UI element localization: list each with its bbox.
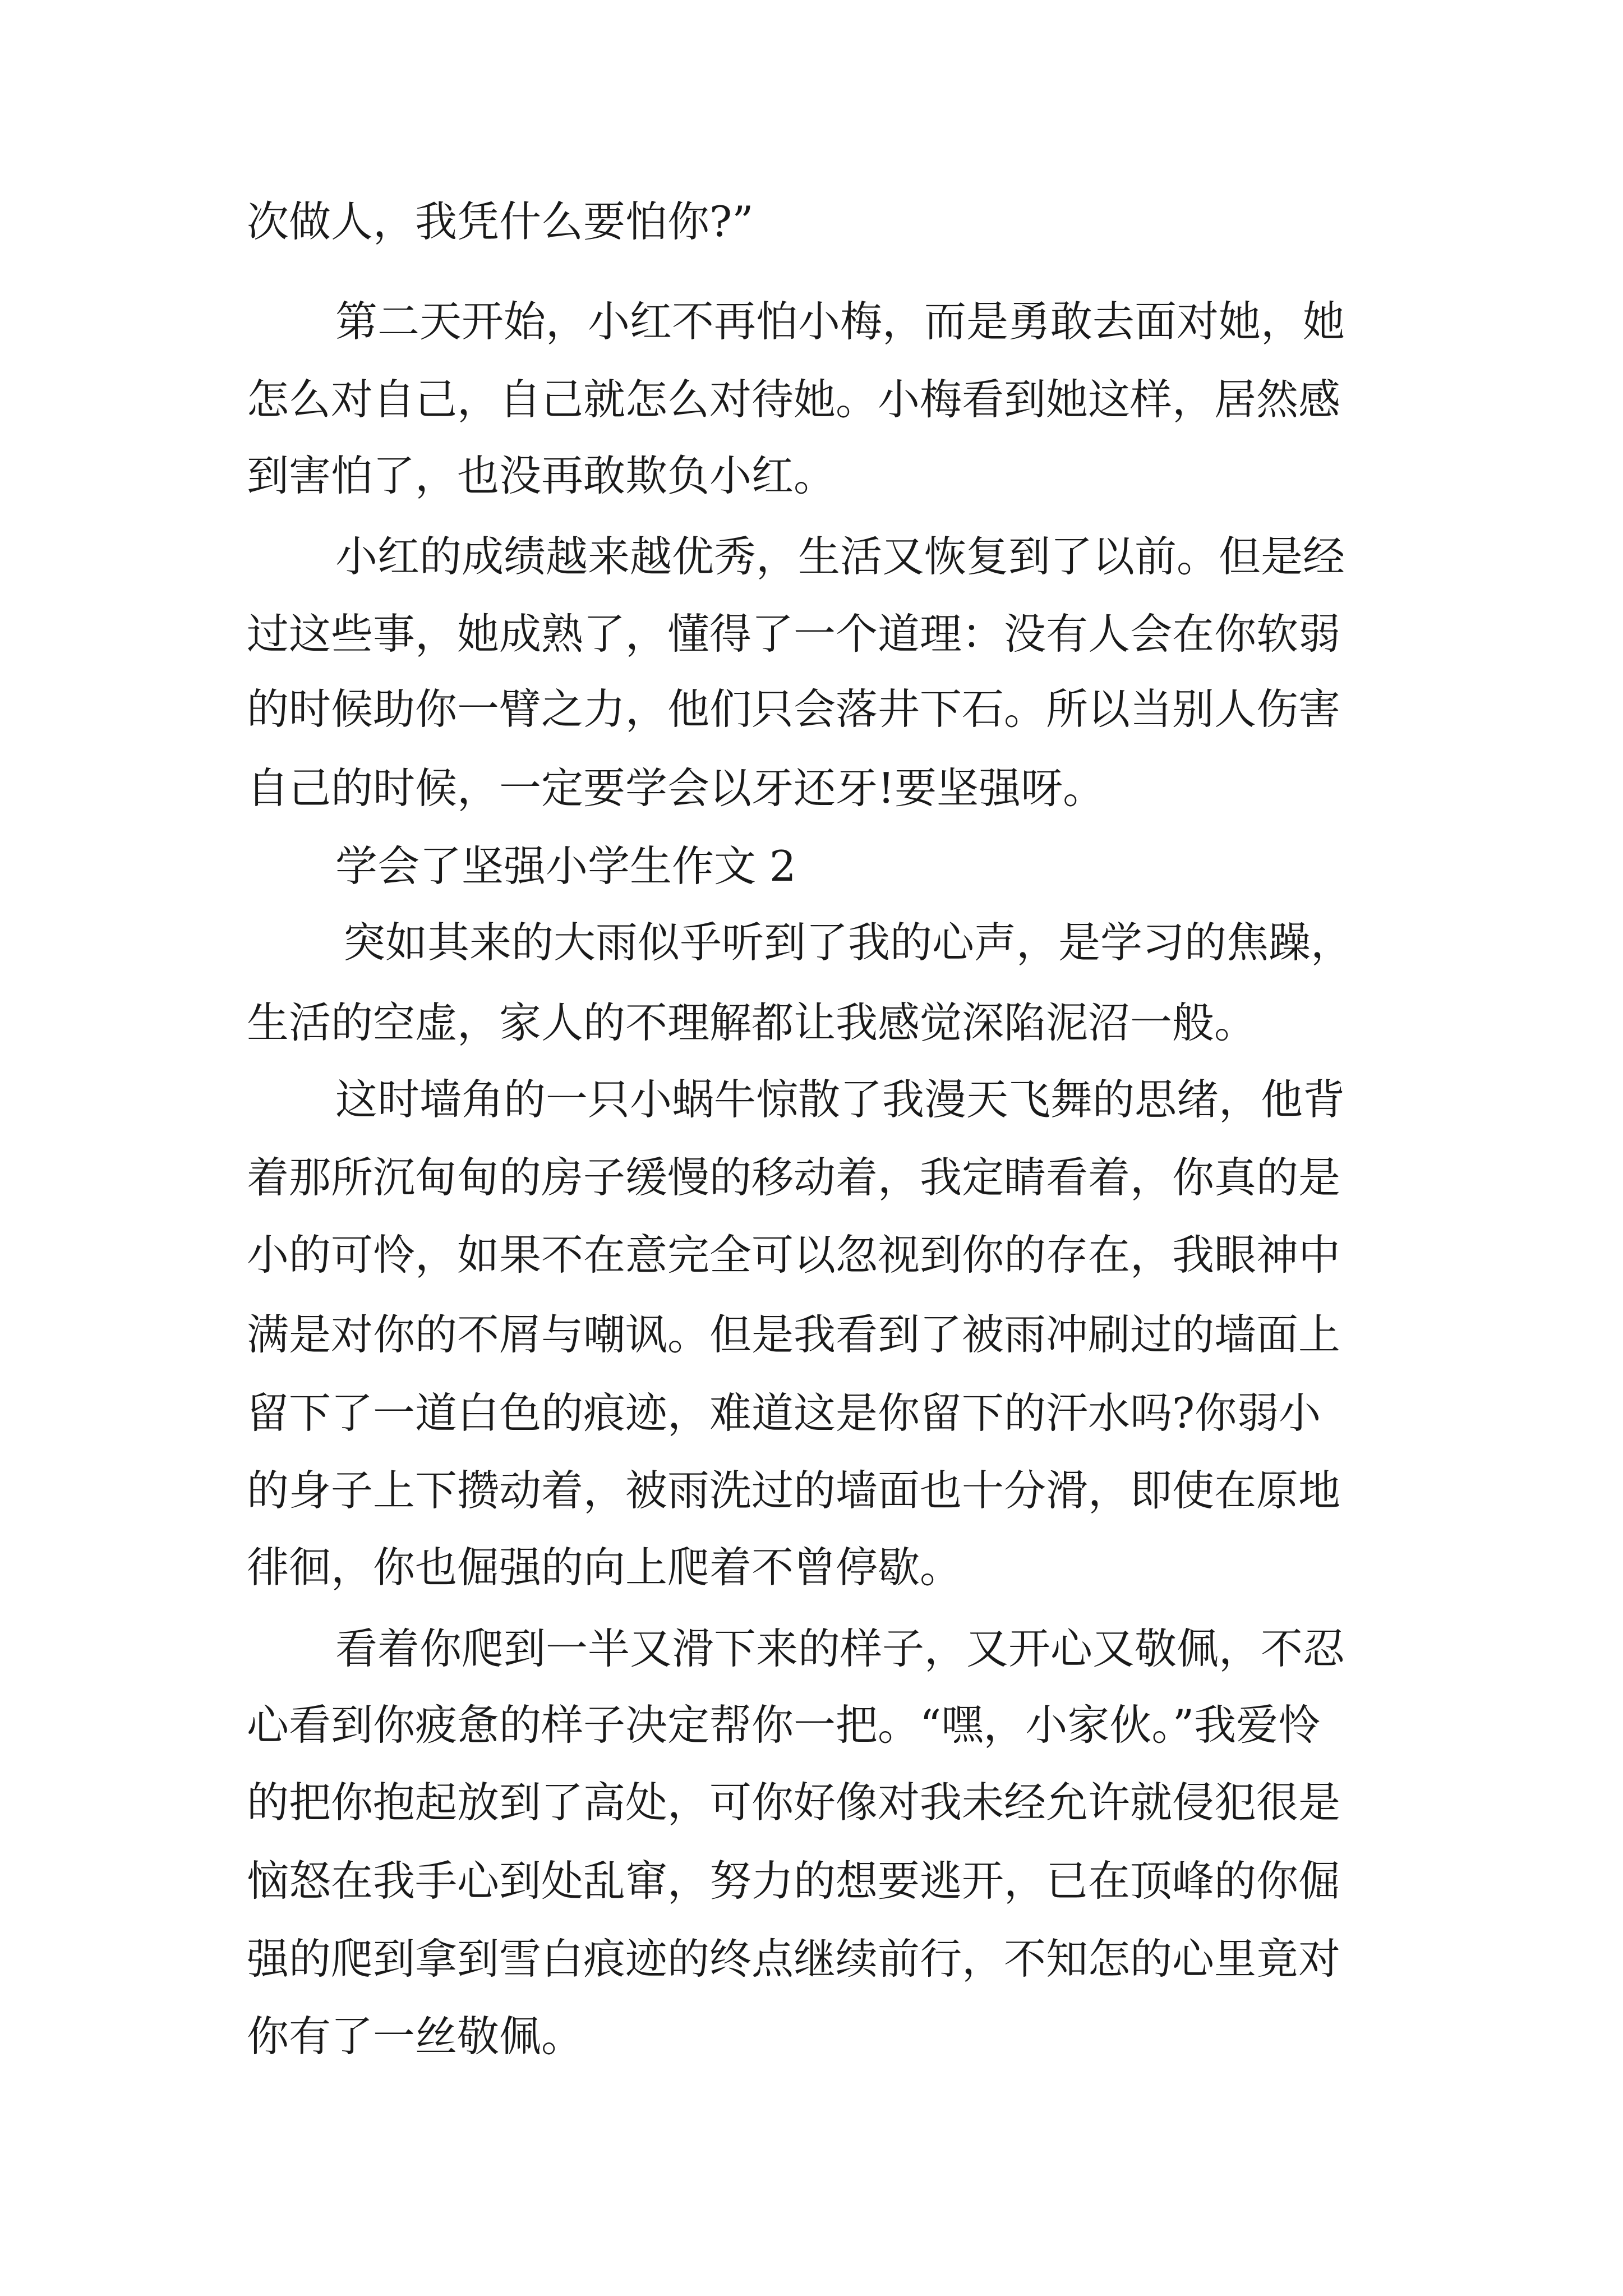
- paragraph-6-line-3: 小的可怜，如果不在意完全可以忽视到你的存在，我眼神中: [247, 1230, 1341, 1280]
- paragraph-5-line-2: 生活的空虚，家人的不理解都让我感觉深陷泥沼一般。: [247, 998, 1257, 1047]
- paragraph-6-line-5: 留下了一道白色的痕迹，难道这是你留下的汗水吗?你弱小: [247, 1388, 1321, 1438]
- paragraph-6-line-7: 徘徊，你也倔强的向上爬着不曾停歇。: [247, 1543, 962, 1592]
- paragraph-1-line-1: 次做人，我凭什么要怕你?”: [247, 197, 754, 246]
- paragraph-7-line-4: 恼怒在我手心到处乱窜，努力的想要逃开，已在顶峰的你倔: [247, 1856, 1341, 1906]
- paragraph-6-line-1: 这时墙角的一只小蜗牛惊散了我漫天飞舞的思绪，他背: [335, 1075, 1345, 1124]
- paragraph-5-line-1: 突如其来的大雨似乎听到了我的心声，是学习的焦躁，: [343, 918, 1353, 967]
- paragraph-3-line-4: 自己的时候，一定要学会以牙还牙!要坚强呀。: [247, 763, 1105, 813]
- paragraph-2-line-1: 第二天开始，小红不再怕小梅，而是勇敢去面对她，她: [335, 297, 1345, 346]
- paragraph-7-line-1: 看着你爬到一半又滑下来的样子，又开心又敬佩，不忍: [335, 1624, 1345, 1673]
- paragraph-7-line-6: 你有了一丝敬佩。: [247, 2012, 584, 2061]
- paragraph-7-line-5: 强的爬到拿到雪白痕迹的终点继续前行，不知怎的心里竟对: [247, 1934, 1341, 1984]
- paragraph-2-line-3: 到害怕了，也没再敢欺负小红。: [247, 451, 836, 500]
- paragraph-6-line-4: 满是对你的不屑与嘲讽。但是我看到了被雨冲刷过的墙面上: [247, 1310, 1341, 1359]
- paragraph-2-line-2: 怎么对自己，自己就怎么对待她。小梅看到她这样，居然感: [247, 375, 1341, 424]
- paragraph-7-line-2: 心看到你疲惫的样子决定帮你一把。“嘿，小家伙。”我爱怜: [247, 1700, 1321, 1750]
- paragraph-7-line-3: 的把你抱起放到了高处，可你好像对我未经允许就侵犯很是: [247, 1778, 1341, 1827]
- paragraph-3-line-3: 的时候助你一臂之力，他们只会落井下石。所以当别人伤害: [247, 684, 1341, 734]
- section-heading: 学会了坚强小学生作文 2: [335, 841, 796, 891]
- paragraph-6-line-6: 的身子上下攒动着，被雨洗过的墙面也十分滑，即使在原地: [247, 1466, 1341, 1515]
- paragraph-3-line-2: 过这些事，她成熟了，懂得了一个道理：没有人会在你软弱: [247, 609, 1341, 659]
- paragraph-3-line-1: 小红的成绩越来越优秀，生活又恢复到了以前。但是经: [335, 532, 1345, 581]
- paragraph-6-line-2: 着那所沉甸甸的房子缓慢的移动着，我定睛看着，你真的是: [247, 1153, 1341, 1202]
